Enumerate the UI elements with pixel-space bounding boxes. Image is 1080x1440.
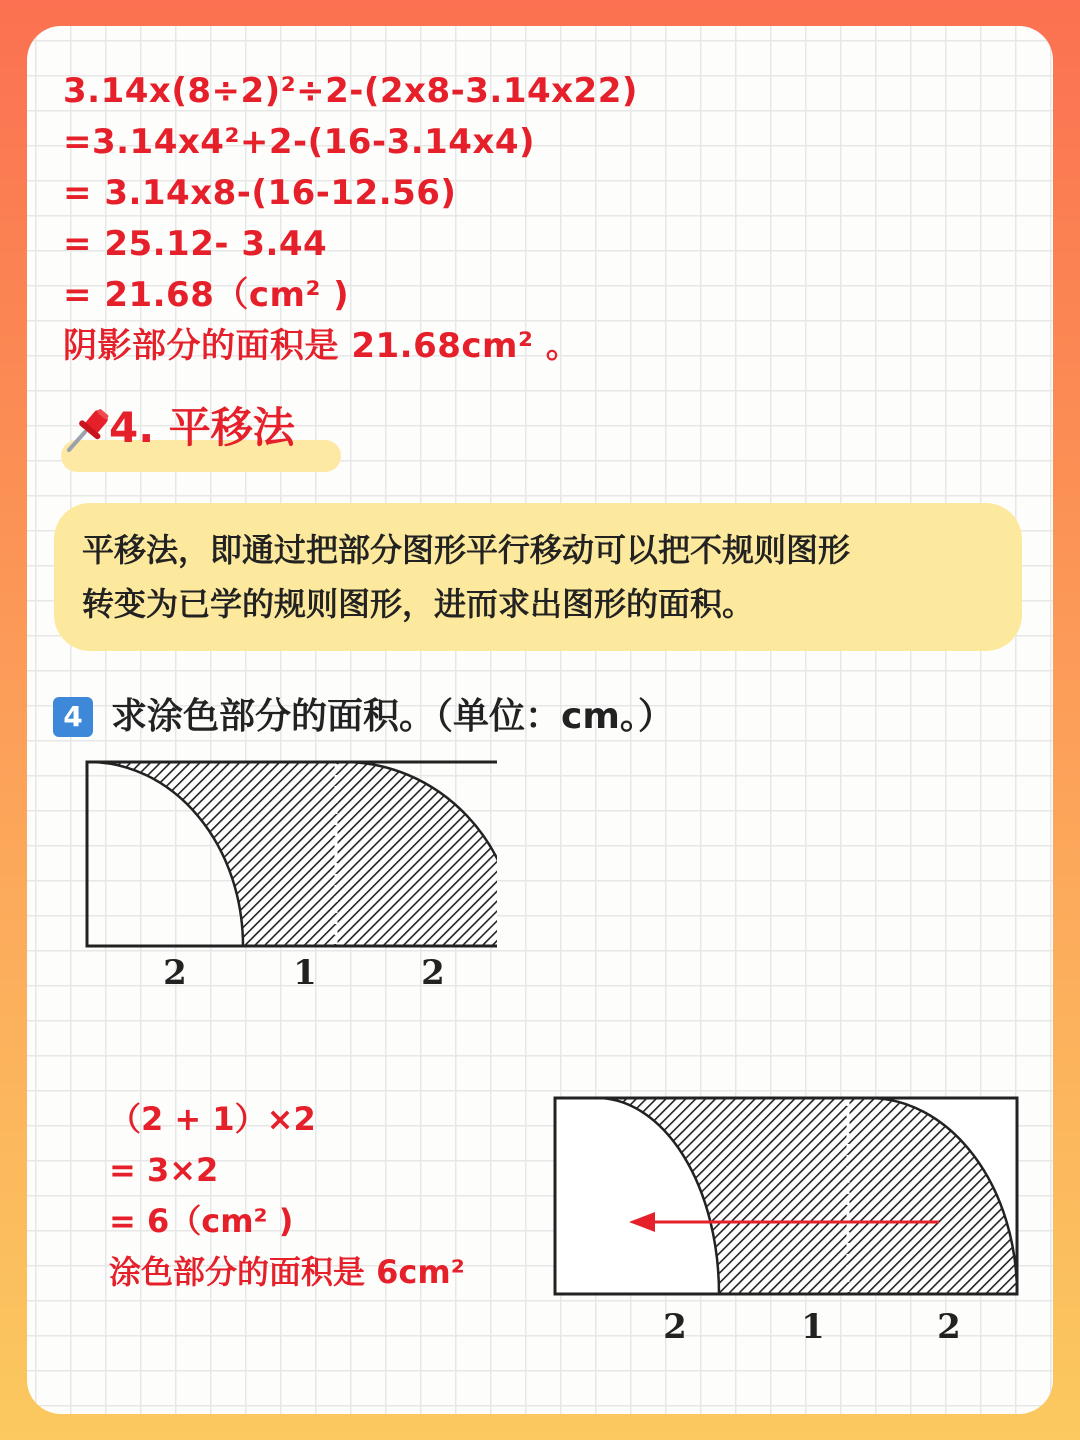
description-line: 平移法，即通过把部分图形平行移动可以把不规则图形 (82, 531, 851, 569)
answer-line: 阴影部分的面积是 21.68cm² 。 (63, 326, 581, 366)
pushpin-icon (63, 406, 111, 456)
step-line: =3.14x4²+2-(16-3.14x4) (63, 122, 536, 162)
step-line: = 3×2 (109, 1151, 219, 1189)
question-number-badge: 4 (53, 697, 93, 737)
shaded-region (89, 762, 497, 946)
question-text: 求涂色部分的面积。（单位：cm。） (111, 696, 674, 737)
width-label: 2 (421, 953, 445, 993)
solution-steps-bottom (109, 1094, 465, 1298)
step-line: = 21.68（cm² ) (63, 275, 350, 315)
width-label: 1 (801, 1307, 825, 1347)
method-description (54, 503, 1022, 651)
step-line: 3.14x(8÷2)²÷2-(2x8-3.14x22) (63, 71, 638, 111)
answer-line: 涂色部分的面积是 6cm² (109, 1253, 465, 1291)
solution-steps-top (63, 66, 638, 372)
step-line: = 6（cm² ) (109, 1202, 294, 1240)
section-title: 4. 平移法 (109, 403, 295, 452)
width-label: 2 (163, 953, 187, 993)
width-label: 2 (937, 1307, 961, 1347)
shaded-area-figure (57, 756, 497, 996)
step-line: = 25.12- 3.44 (63, 224, 328, 264)
width-label: 2 (663, 1307, 687, 1347)
content-card (27, 26, 1053, 1414)
step-line: = 3.14x8-(16-12.56) (63, 173, 457, 213)
description-line: 转变为已学的规则图形，进而求出图形的面积。 (82, 585, 755, 623)
translation-figure (547, 1088, 1027, 1348)
step-line: （2 + 1）×2 (109, 1100, 316, 1138)
width-label: 1 (293, 953, 317, 993)
section-heading (61, 398, 381, 468)
